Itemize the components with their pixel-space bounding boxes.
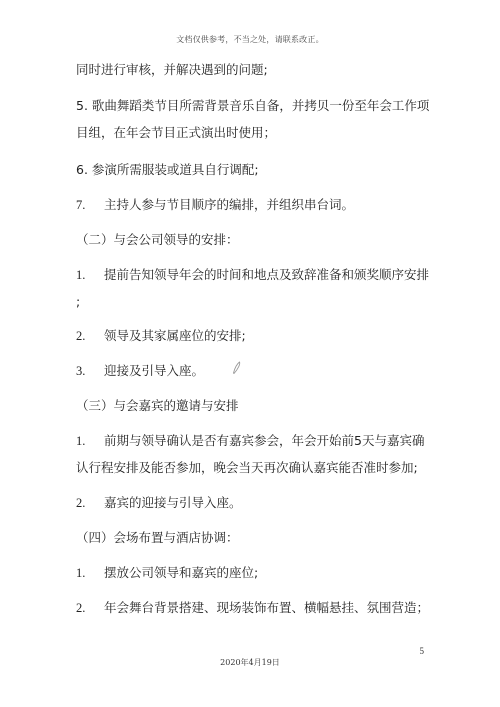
list-number: 2. <box>76 496 86 510</box>
list-number: 1. <box>76 566 86 580</box>
list-number: 3. <box>76 364 86 378</box>
section-heading-text: （二）与会公司领导的安排： <box>76 232 239 247</box>
footer-date: 2020年4月19日 <box>220 658 280 667</box>
text-line <box>76 294 80 310</box>
list-text: 嘉宾的迎接与引导入座。 <box>104 495 242 510</box>
list-item <box>76 363 204 379</box>
header-disclaimer: 文档仅供参考，不当之处，请联系改正。 <box>176 35 324 44</box>
list-item <box>76 495 242 511</box>
list-number: 2. <box>76 601 86 615</box>
section-heading-text: （三）与会嘉宾的邀请与安排 <box>76 398 239 413</box>
list-text: 前期与领导确认是否有嘉宾参会，年会开始前5天与嘉宾确 <box>104 433 425 448</box>
section-heading <box>76 398 239 414</box>
list-number: 7. <box>76 198 86 212</box>
line-text: 目组，在年会节目正式演出时使用； <box>76 125 277 140</box>
text-line <box>76 125 276 141</box>
list-text: 迎接及引导入座。 <box>104 363 205 378</box>
line-text: 同时进行审核，并解决遇到的问题; <box>76 62 268 77</box>
list-item <box>76 267 429 283</box>
section-heading <box>76 530 239 546</box>
list-text: 提前告知领导年会的时间和地点及致辞准备和颁奖顺序安排 <box>104 267 430 282</box>
list-text: 年会舞台背景搭建、现场装饰布置、横幅悬挂、氛围营造； <box>104 600 430 615</box>
list-item <box>76 197 354 213</box>
list-item <box>76 600 429 616</box>
pencil-scribble-icon <box>232 361 241 375</box>
section-heading-text: （四）会场布置与酒店协调： <box>76 530 239 545</box>
list-item <box>76 433 424 449</box>
text-line <box>76 460 418 476</box>
line-text: ; <box>76 294 81 309</box>
page-number: 5 <box>419 646 424 656</box>
list-number: 1. <box>76 268 86 282</box>
line-text: 5. 歌曲舞蹈类节目所需背景音乐自备，并拷贝一份至年会工作项 <box>76 98 430 113</box>
list-item <box>76 565 258 581</box>
list-item <box>76 328 246 344</box>
line-text: 认行程安排及能否参加，晚会当天再次确认嘉宾能否准时参加; <box>76 460 418 475</box>
list-text: 摆放公司领导和嘉宾的座位; <box>104 565 259 580</box>
list-number: 2. <box>76 329 86 343</box>
list-text: 领导及其家属座位的安排; <box>104 328 246 343</box>
text-line <box>76 98 429 114</box>
list-number: 1. <box>76 434 86 448</box>
list-text: 主持人参与节目顺序的编排，并组织串台词。 <box>104 197 355 212</box>
text-line <box>76 162 259 178</box>
text-line <box>76 62 268 78</box>
section-heading <box>76 232 239 248</box>
line-text: 6. 参演所需服装或道具自行调配; <box>76 162 259 177</box>
